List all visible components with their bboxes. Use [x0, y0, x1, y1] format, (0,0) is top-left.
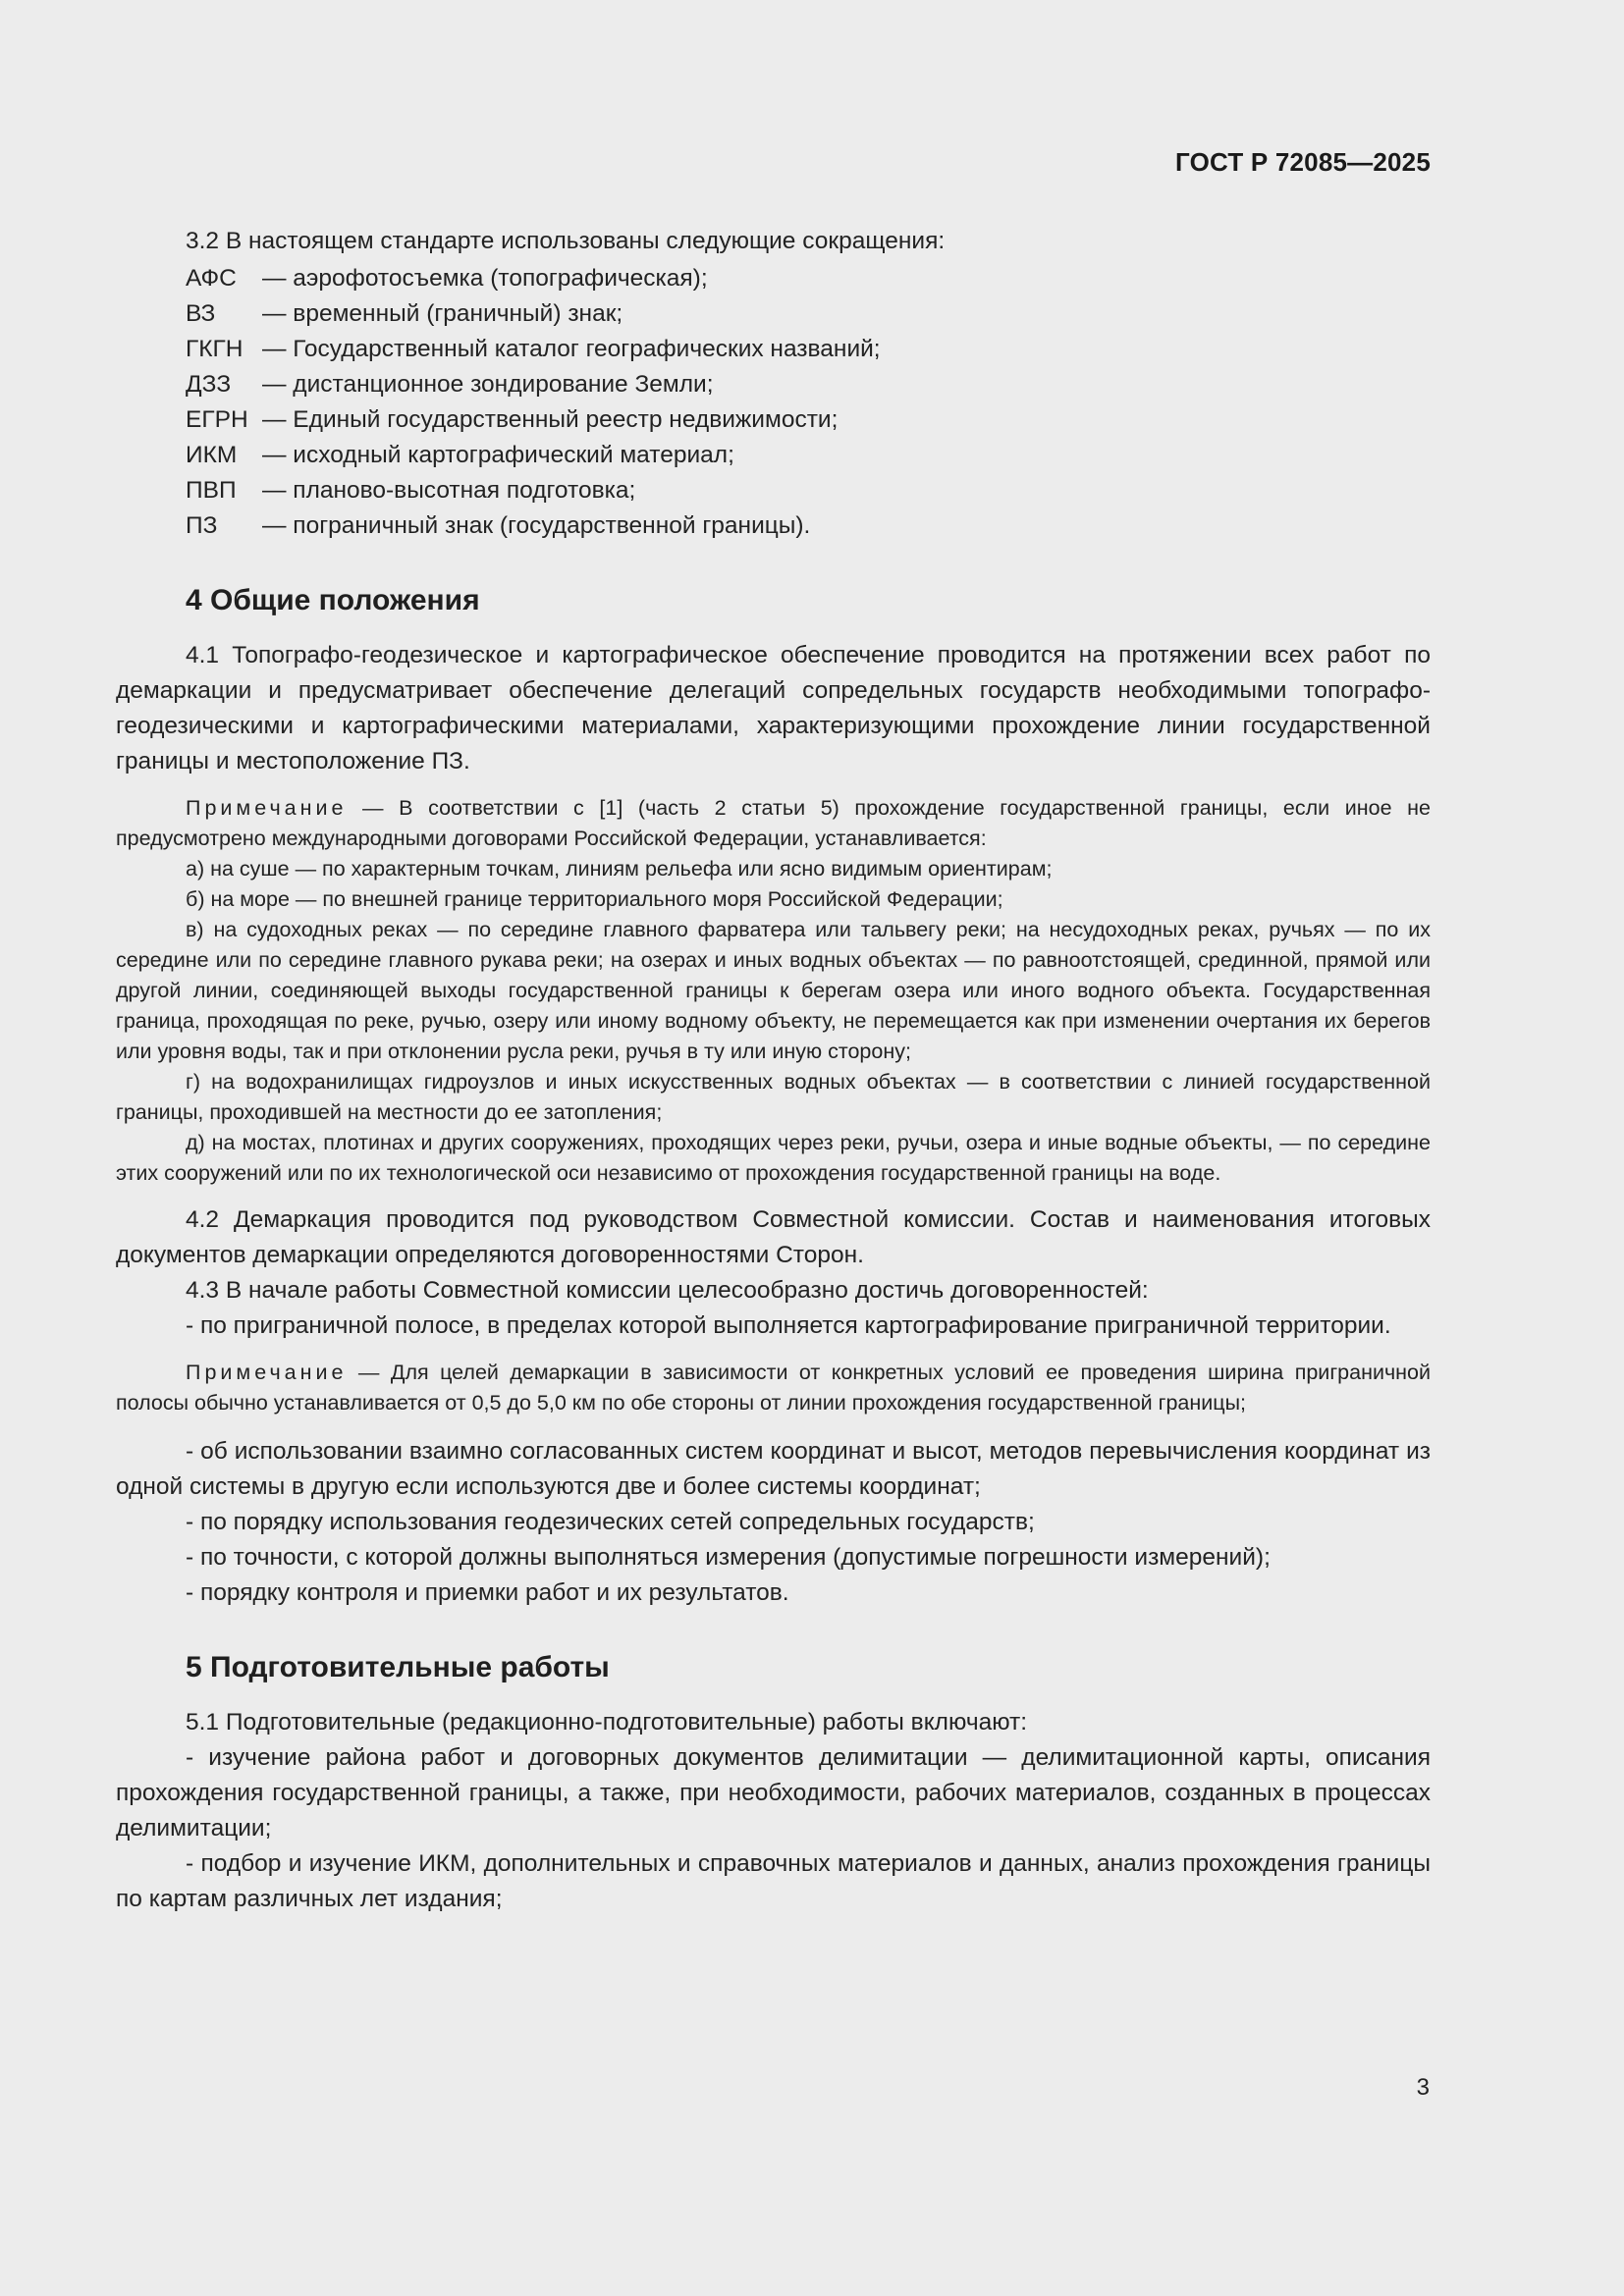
paragraph-4-2: 4.2 Демаркация проводится под руководством Совместной комиссии. Состав и наименования итоговых документов демаркации определяются договоренностями Сторон. — [116, 1206, 1431, 1268]
page-number: 3 — [1416, 2074, 1430, 2101]
abbreviation-item: ВЗ — временный (граничный) знак; — [186, 300, 623, 327]
abbreviation-item: ИКМ — исходный картографический материал; — [186, 442, 734, 468]
paragraph-5-1: 5.1 Подготовительные (редакционно-подготовительные) работы включают: — [186, 1709, 1028, 1735]
abbreviations-list — [186, 261, 1431, 544]
note-text: — В соответствии с [1] (часть 2 статьи 5) прохождение государственной границы, если иное не предусмотрено международными договорами Российской Федерации, устанавливается: — [116, 796, 1431, 850]
abbreviation-item: ДЗЗ — дистанционное зондирование Земли; — [186, 371, 714, 398]
note-label: Примечание — [186, 1361, 348, 1384]
page-content — [116, 224, 1431, 1917]
note-text: — Для целей демаркации в зависимости от конкретных условий ее проведения ширина приграничной полосы обычно устанавливается от 0,5 до 5,0 км по обе стороны от линии прохождения государственной границы; — [116, 1361, 1431, 1415]
list-item: - изучение района работ и договорных документов делимитации — делимитационной карты, описания прохождения государственной границы, а также, при необходимости, рабочих материалов, созданных в процессах делимитации; — [116, 1744, 1431, 1842]
section-5-heading: 5 Подготовительные работы — [186, 1651, 610, 1683]
list-item: - по приграничной полосе, в пределах которой выполняется картографирование приграничной территории. — [186, 1312, 1391, 1339]
list-item: - об использовании взаимно согласованных систем координат и высот, методов перевычисления координат из одной системы в другую если используются две и более системы координат; — [116, 1438, 1431, 1500]
note-block-1 — [116, 793, 1431, 1189]
list-item: - подбор и изучение ИКМ, дополнительных и справочных материалов и данных, анализ прохождения границы по картам различных лет издания; — [116, 1850, 1431, 1912]
note-2 — [116, 1358, 1431, 1418]
list-item: - по порядку использования геодезических сетей сопредельных государств; — [186, 1509, 1035, 1535]
section-4-heading: 4 Общие положения — [186, 584, 480, 616]
paragraph-4-1: 4.1 Топографо-геодезическое и картографическое обеспечение проводится на протяжении всех работ по демаркации и предусматривает обеспечение делегаций сопредельных государств необходимыми топографо-геодезическими и картографическими материалами, характеризующими прохождение линии государственной границы и местоположение ПЗ. — [116, 642, 1431, 774]
standard-code: ГОСТ Р 72085—2025 — [1175, 147, 1431, 177]
note-label: Примечание — [186, 796, 348, 820]
abbreviation-item: ГКГН — Государственный каталог географических названий; — [186, 336, 881, 362]
note-item: г) на водохранилищах гидроузлов и иных искусственных водных объектах — в соответствии с линией государственной границы, проходившей на местности до ее затопления; — [116, 1070, 1431, 1124]
note-item: а) на суше — по характерным точкам, линиям рельефа или ясно видимым ориентирам; — [186, 857, 1053, 881]
note-item: д) на мостах, плотинах и других сооружениях, проходящих через реки, ручьи, озера и иные водные объекты, — по середине этих сооружений или по их технологической оси независимо от прохождения государственной границы на воде. — [116, 1131, 1431, 1185]
abbreviation-item: ПВП — планово-высотная подготовка; — [186, 477, 636, 504]
paragraph-4-3: 4.3 В начале работы Совместной комиссии целесообразно достичь договоренностей: — [186, 1277, 1149, 1304]
note-item: б) на море — по внешней границе территориального моря Российской Федерации; — [186, 887, 1003, 911]
abbreviation-item: ПЗ — пограничный знак (государственной границы). — [186, 512, 811, 539]
list-item: - по точности, с которой должны выполняться измерения (допустимые погрешности измерений); — [186, 1544, 1271, 1571]
note-item: в) на судоходных реках — по середине главного фарватера или тальвегу реки; на несудоходных реках, ручьях — по их середине или по середине главного рукава реки; на озерах и иных водных объектах — по равноотстоящей, срединной, прямой или другой линии, соединяющей выходы государственной границы к берегам озера или иного водного объекта. Государственная граница, проходящая по реке, ручью, озеру или иному водному объекту, не перемещается как при изменении очертания их берегов или уровня воды, так и при отклонении русла реки, ручья в ту или иную сторону; — [116, 918, 1431, 1063]
abbreviation-item: АФС — аэрофотосъемка (топографическая); — [186, 265, 708, 292]
note-1 — [116, 793, 1431, 854]
list-item: - порядку контроля и приемки работ и их результатов. — [186, 1579, 789, 1606]
abbreviation-item: ЕГРН — Единый государственный реестр недвижимости; — [186, 406, 839, 433]
abbreviations-intro: 3.2 В настоящем стандарте использованы следующие сокращения: — [186, 228, 946, 254]
